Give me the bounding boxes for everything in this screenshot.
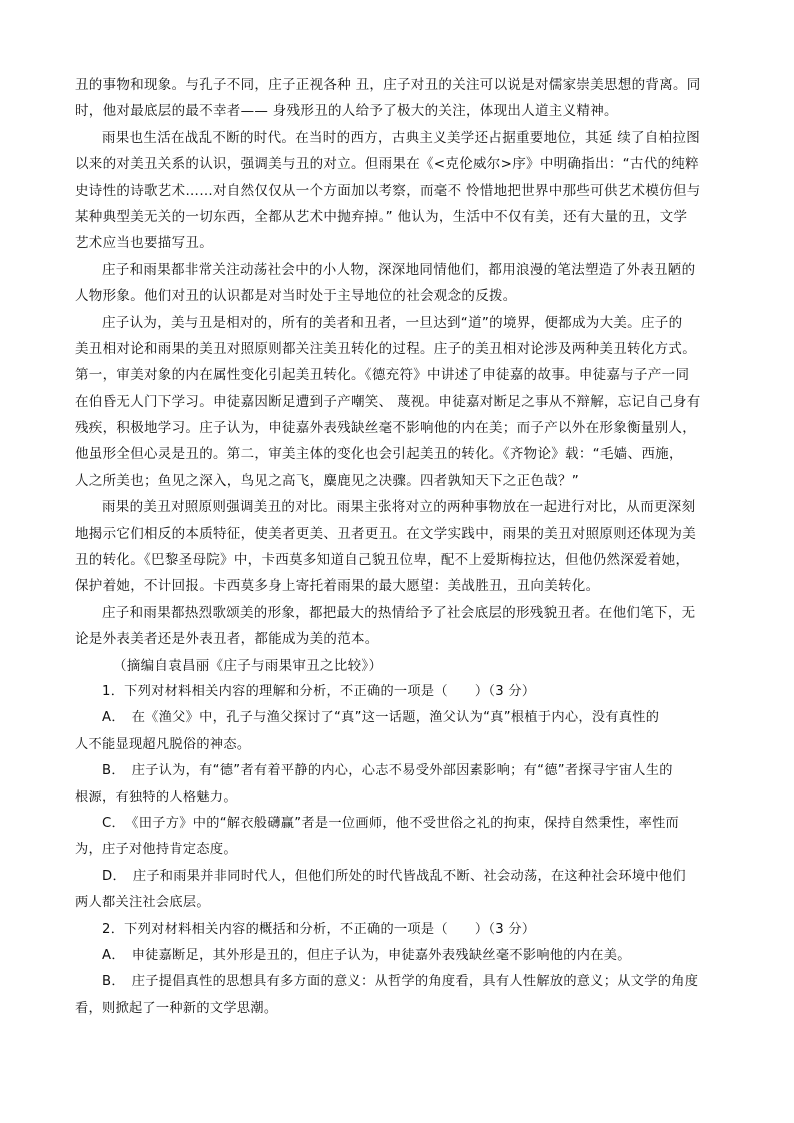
question-2-stem: 2．下列对材料相关内容的概括和分析，不正确的一项是（ ）（3 分） <box>102 921 536 937</box>
text-line: 人物形象。他们对丑的认识都是对当时处于主导地位的社会观念的反拨。 <box>75 288 517 305</box>
text-line: 保护着她，不计回报。卡西莫多身上寄托着雨果的最大愿望：美战胜丑，丑向美转化。 <box>75 578 600 595</box>
document-page <box>75 72 719 1022</box>
text-line: 艺术应当也要描写丑。 <box>75 235 213 252</box>
text-line: 在伯昏无人门下学习。申徒嘉因断足遭到子产嘲笑、 蔑视。申徒嘉对断足之事从不辩解，忘记自己身有 <box>75 393 701 410</box>
text-line: 地揭示它们相反的本质特征，使美者更美、丑者更丑。在文学实践中，雨果的美丑对照原则还体现为美 <box>75 525 696 542</box>
question-1-stem: 1．下列对材料相关内容的理解和分析，不正确的一项是（ ）（3 分） <box>102 683 536 699</box>
question-2-option-b: B． 庄子提倡真性的思想具有多方面的意义：从哲学的角度看，具有人性解放的意义；从文学的角度 <box>102 974 699 990</box>
question-1-option-a: A． 在《渔父》中，孔子与渔父探讨了“真”这一话题，渔父认为“真”根植于内心，没有真性的 <box>102 710 660 726</box>
text-line: 人不能显现超凡脱俗的神态。 <box>75 736 251 752</box>
text-line: 丑的事物和现象。与孔子不同，庄子正视各种 丑，庄子对丑的关注可以说是对儒家崇美思想的背离。同 <box>75 77 701 93</box>
source-citation: （摘编自袁昌丽《庄子与雨果审丑之比较》） <box>113 657 383 674</box>
text-line: 他虽形全但心灵是丑的。第二，审美主体的变化也会引起美丑的转化。《齐物论》载：“毛嫱、西施， <box>75 446 683 463</box>
text-line: 残疾，积极地学习。庄子认为，申徒嘉外表残缺丝毫不影响他的内在美；而子产以外在形象衡量别人， <box>75 420 696 437</box>
text-line: 某种典型美无关的一切东西，全都从艺术中抛弃掉。” 他认为，生活中不仅有美，还有大量的丑，文学 <box>75 208 688 225</box>
question-1-option-d: D． 庄子和雨果并非同时代人，但他们所处的时代皆战乱不断、社会动荡，在这种社会环境中他们 <box>102 868 686 884</box>
paragraph-start: 雨果也生活在战乱不断的时代。在当时的西方，古典主义美学还占据重要地位，其延 续了自柏拉图 <box>102 129 700 146</box>
text-line: 第一，审美对象的内在属性变化引起美丑转化。《德充符》中讲述了申徒嘉的故事。申徒嘉与子产一同 <box>75 367 690 384</box>
paragraph-start: 庄子和雨果都热烈歌颂美的形象，都把最大的热情给予了社会底层的形残貌丑者。在他们笔下，无 <box>102 604 696 621</box>
text-line: 看，则掀起了一种新的文学思潮。 <box>75 1000 278 1016</box>
text-line: 两人都关注社会底层。 <box>75 895 210 911</box>
paragraph-start: 庄子和雨果都非常关注动荡社会中的小人物，深深地同情他们，都用浪漫的笔法塑造了外表丑陋的 <box>102 261 696 278</box>
question-2-option-a: A． 申徒嘉断足，其外形是丑的，但庄子认为，申徒嘉外表残缺丝毫不影响他的内在美。 <box>102 947 631 963</box>
text-line: 为，庄子对他持肯定态度。 <box>75 842 237 858</box>
text-line: 人之所美也；鱼见之深入，鸟见之高飞，麋鹿见之决骤。四者孰知天下之正色哉？” <box>75 472 580 489</box>
text-line: 史诗性的诗歌艺术……对自然仅仅从一个方面加以考察，而毫不 怜惜地把世界中那些可供艺术模仿但与 <box>75 182 701 199</box>
paragraph-start: 庄子认为，美与丑是相对的，所有的美者和丑者，一旦达到“道”的境界，便都成为大美。庄子的 <box>102 314 683 331</box>
question-1-option-c: C． 《田子方》中的“解衣般礴赢”者是一位画师，他不受世俗之礼的拘束，保持自然秉性，率性而 <box>102 815 680 831</box>
text-line: 丑的转化。《巴黎圣母院》中，卡西莫多知道自己貌丑位卑，配不上爱斯梅拉达，但他仍然深爱着她， <box>75 552 690 569</box>
paragraph-start: 雨果的美丑对照原则强调美丑的对比。雨果主张将对立的两种事物放在一起进行对比，从而更深刻 <box>102 499 696 516</box>
text-line: 美丑相对论和雨果的美丑对照原则都关注美丑转化的过程。庄子的美丑相对论涉及两种美丑转化方式。 <box>75 340 696 357</box>
question-1-option-b: B． 庄子认为，有“德”者有着平静的内心，心志不易受外部因素影响；有“德”者探寻宇宙人生的 <box>102 763 673 779</box>
text-line: 论是外表美者还是外表丑者，都能成为美的范本。 <box>75 631 379 648</box>
text-line: 根源，有独特的人格魅力。 <box>75 789 237 805</box>
text-line: 以来的对美丑关系的认识，强调美与丑的对立。但雨果在《<克伦威尔>序》中明确指出：“古代的纯粹 <box>75 156 699 173</box>
text-line: 时，他对最底层的最不幸者—— 身残形丑的人给予了极大的关注，体现出人道主义精神。 <box>75 103 618 120</box>
